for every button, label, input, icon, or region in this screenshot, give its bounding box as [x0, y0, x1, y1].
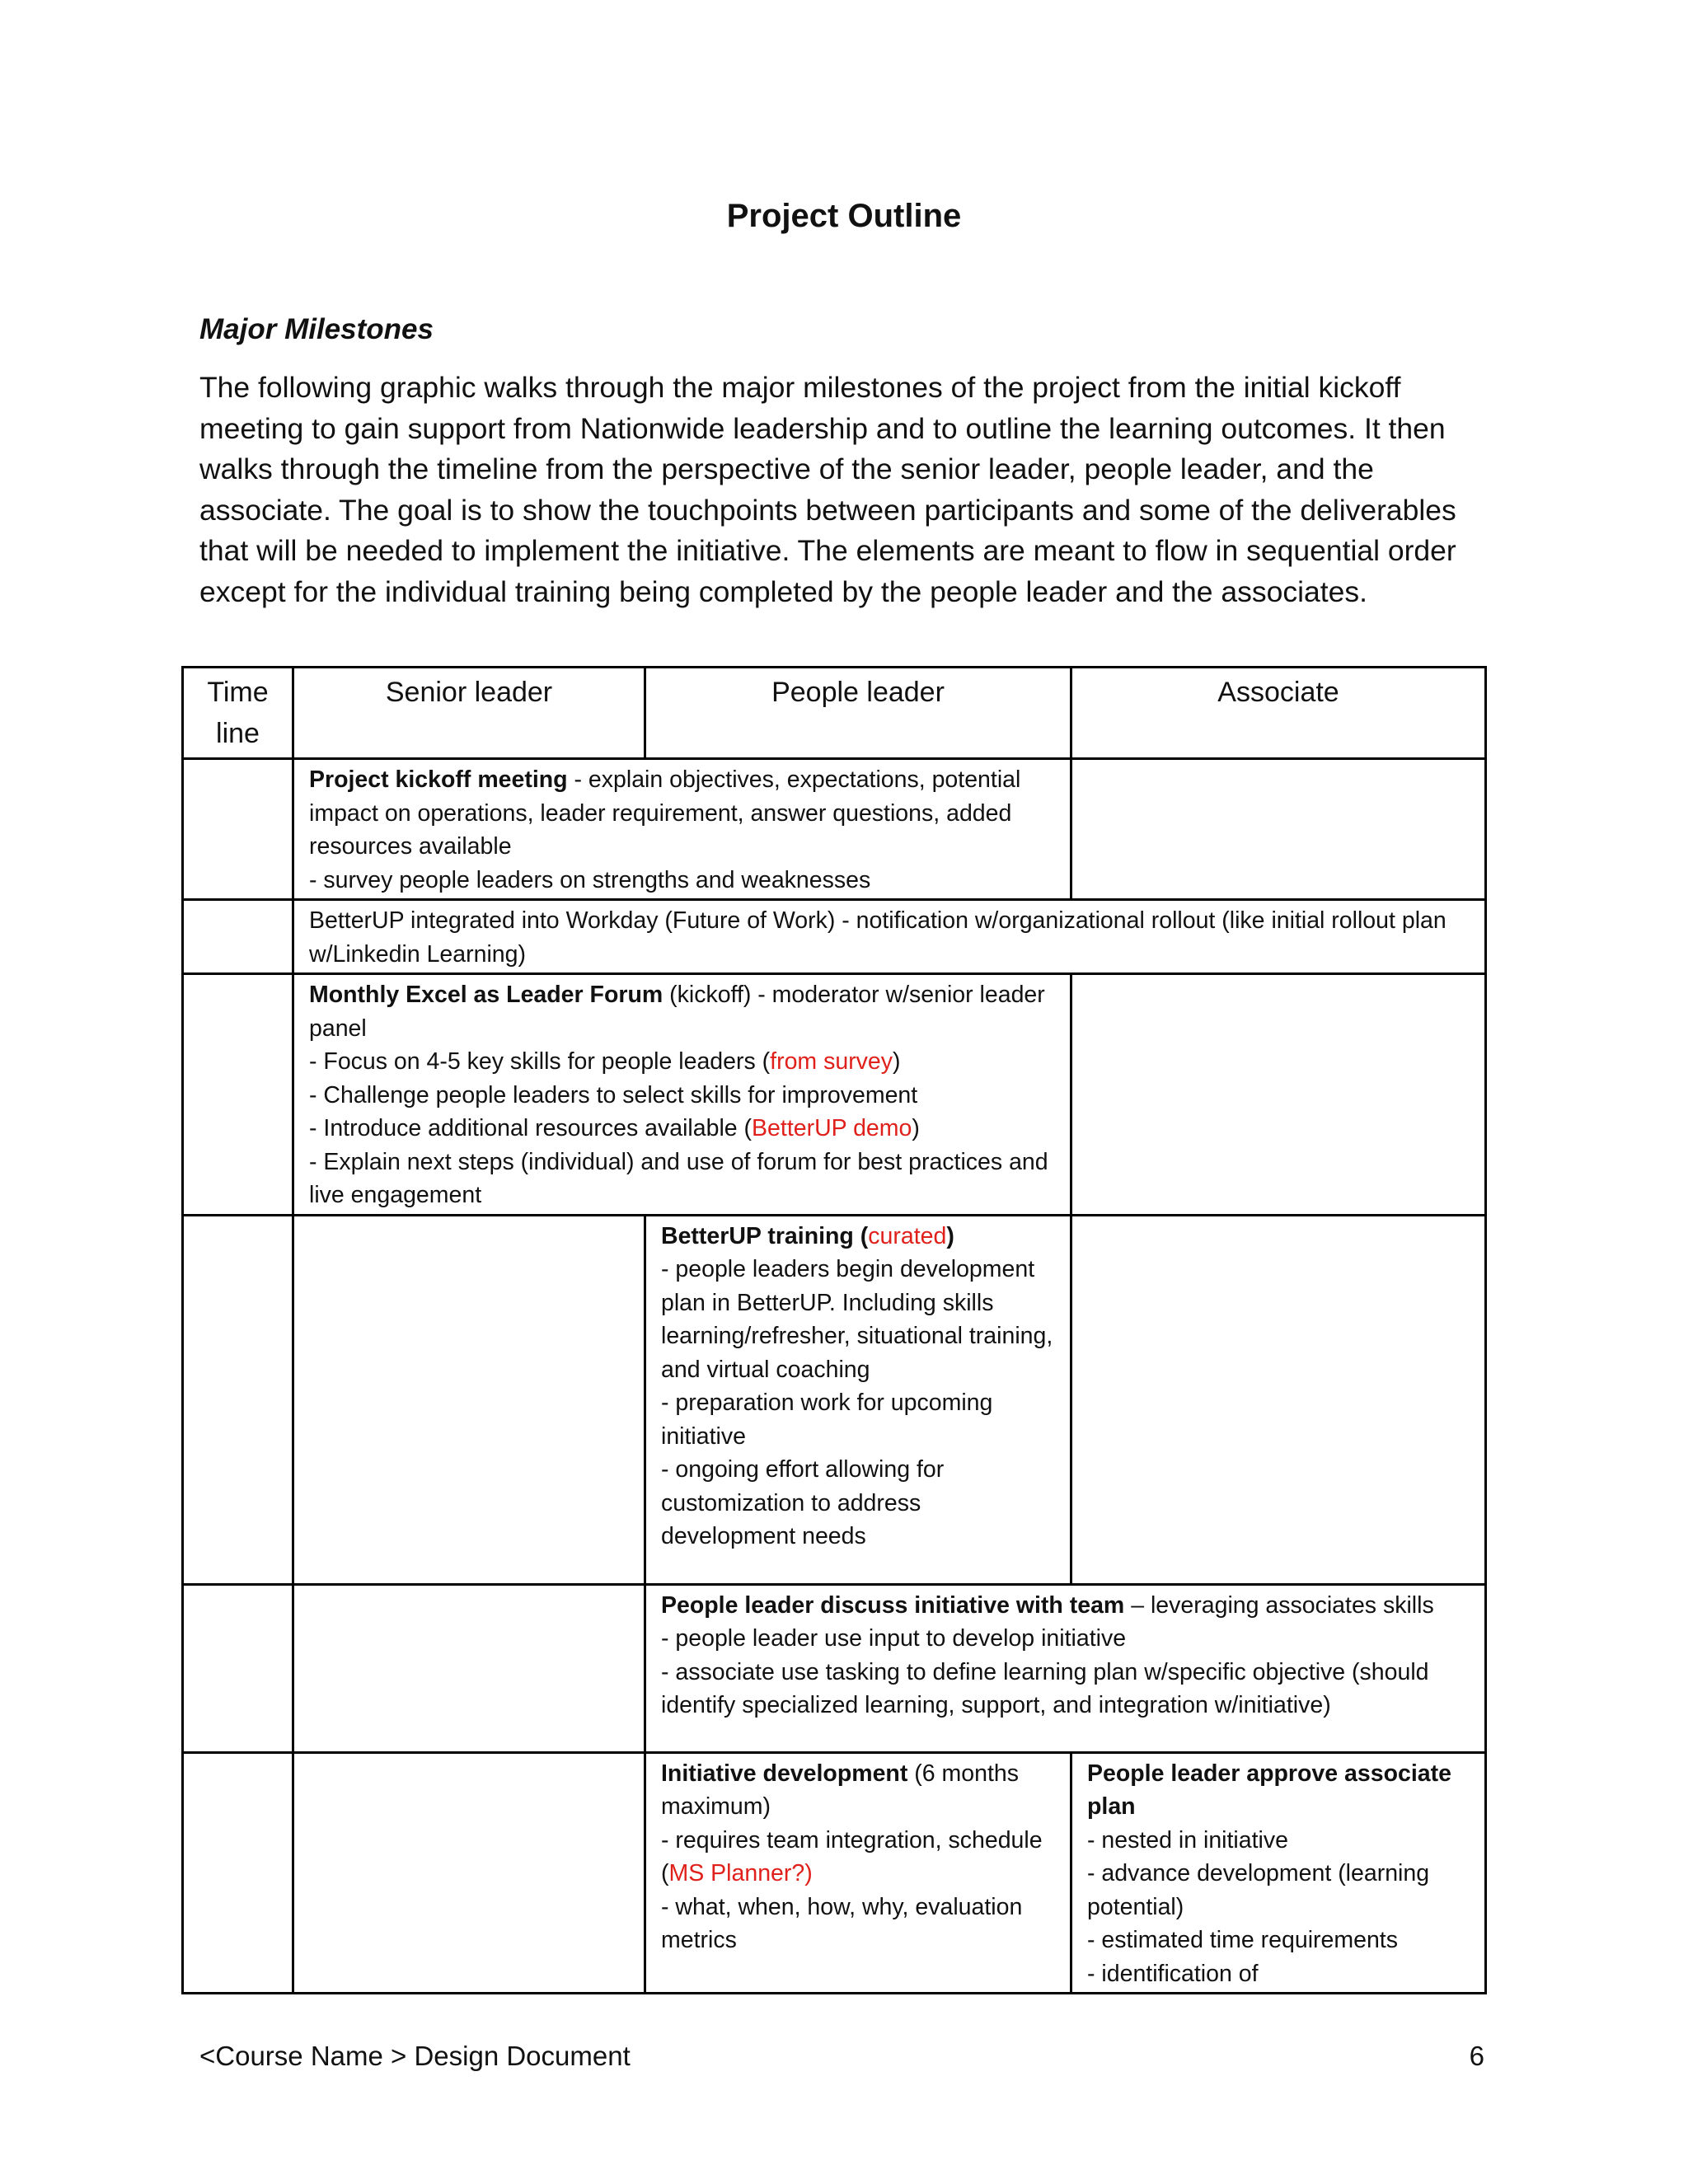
- senior-leader-cell: [293, 1215, 645, 1584]
- timeline-cell: [183, 900, 293, 974]
- approve-plan-title: People leader approve associate plan: [1087, 1760, 1451, 1820]
- team-discussion-title-suffix: – leveraging associates skills: [1124, 1591, 1434, 1619]
- section-heading: Major Milestones: [199, 313, 434, 345]
- training-item-ongoing: - ongoing effort allowing for customization to address development needs: [661, 1456, 945, 1549]
- forum-item-resources-close: ): [912, 1115, 920, 1141]
- betterup-training-close: ): [946, 1222, 954, 1249]
- team-discussion-title: People leader discuss initiative with team: [661, 1591, 1125, 1619]
- training-item-preparation: - preparation work for upcoming initiative: [661, 1390, 993, 1450]
- kickoff-meeting-text: - explain objectives, expectations, potential impact on operations, leader requirement, answer questions, added resources available: [309, 766, 1021, 860]
- footer-page-number: 6: [1469, 2041, 1484, 2071]
- forum-item-focus-highlight: from survey: [770, 1048, 893, 1075]
- footer-document-name: <Course Name > Design Document: [199, 2041, 631, 2071]
- forum-item-challenge: - Challenge people leaders to select skills for improvement: [309, 1081, 918, 1108]
- approve-item-nested: - nested in initiative: [1087, 1826, 1288, 1854]
- table-row: [183, 1752, 1486, 1994]
- timeline-cell: [183, 1215, 293, 1584]
- betterup-workday-cell: BetterUP integrated into Workday (Future of Work) - notification w/organizational rollout (like initial rollout plan w/Linkedin Learning): [293, 900, 1486, 974]
- page-title: Project Outline: [726, 198, 962, 234]
- header-people-leader: People leader: [645, 668, 1071, 759]
- associate-cell: [1071, 1215, 1486, 1584]
- initiative-item-metrics: - what, when, how, why, evaluation metrics: [661, 1893, 1023, 1953]
- timeline-cell: [183, 974, 293, 1216]
- forum-item-resources: [309, 1112, 1062, 1146]
- timeline-cell: [183, 1752, 293, 1994]
- forum-item-focus: [309, 1045, 1062, 1079]
- kickoff-meeting-cell: [293, 759, 1071, 900]
- header-associate: Associate: [1071, 668, 1486, 759]
- initiative-item-integration-text: - requires team integration, schedule (: [661, 1826, 1043, 1886]
- betterup-training-cell: [645, 1215, 1071, 1584]
- leader-forum-cell: [293, 974, 1071, 1216]
- table-row: [183, 900, 1486, 974]
- team-discussion-cell: [645, 1584, 1486, 1752]
- timeline-cell: [183, 1584, 293, 1752]
- initiative-development-title: Initiative development: [661, 1760, 908, 1787]
- betterup-training-title: BetterUP training (: [661, 1222, 869, 1249]
- kickoff-meeting-title: Project kickoff meeting: [309, 766, 568, 793]
- leader-forum-title-suffix: (kickoff) - moderator w/senior leader panel: [309, 982, 1045, 1042]
- discussion-item-tasking: - associate use tasking to define learning plan w/specific objective (should identify specialized learning, support, and integration w/initiative): [661, 1658, 1429, 1718]
- forum-item-focus-close: ): [893, 1048, 901, 1075]
- approve-item-identification: - identification of: [1087, 1960, 1259, 1987]
- approve-item-advance: - advance development (learning potential): [1087, 1860, 1430, 1920]
- initiative-item-integration: [661, 1824, 1062, 1891]
- approve-item-time: - estimated time requirements: [1087, 1927, 1398, 1953]
- table-header-row: [183, 668, 1486, 759]
- leader-forum-title: Monthly Excel as Leader Forum: [309, 982, 663, 1008]
- timeline-cell: [183, 759, 293, 900]
- training-item-plan: - people leaders begin development plan in BetterUP. Including skills learning/refresher, situational training, and virtual coaching: [661, 1256, 1053, 1383]
- table-row: [183, 759, 1486, 900]
- senior-leader-cell: [293, 1584, 645, 1752]
- initiative-development-title-suffix: (6 months maximum): [661, 1760, 1019, 1820]
- associate-cell: [1071, 759, 1486, 900]
- initiative-development-cell: [645, 1752, 1071, 1994]
- forum-item-focus-text: - Focus on 4-5 key skills for people leaders (: [309, 1048, 771, 1075]
- approve-plan-cell: [1071, 1752, 1486, 1994]
- table-row: [183, 1584, 1486, 1752]
- forum-item-resources-text: - Introduce additional resources available (: [309, 1115, 753, 1141]
- intro-paragraph: The following graphic walks through the major milestones of the project from the initial kickoff meeting to gain support from Nationwide leadership and to outline the learning outcomes. It then walks through the timeline from the perspective of the senior leader, people leader, and the associate. The goal is to show the touchpoints between participants and some of the deliverables that will be needed to implement the initiative. The elements are meant to flow in sequential order except for the individual training being completed by the people leader and the associates.: [199, 371, 1456, 608]
- header-senior-leader: Senior leader: [293, 668, 645, 759]
- table-row: [183, 974, 1486, 1216]
- forum-item-next-steps: - Explain next steps (individual) and use of forum for best practices and live engagement: [309, 1148, 1048, 1208]
- betterup-training-highlight: curated: [868, 1222, 947, 1249]
- senior-leader-cell: [293, 1752, 645, 1994]
- kickoff-survey-line: - survey people leaders on strengths and weaknesses: [309, 866, 871, 893]
- header-timeline: Time line: [183, 668, 293, 759]
- forum-item-resources-highlight: BetterUP demo: [752, 1115, 912, 1141]
- associate-cell: [1071, 974, 1486, 1216]
- milestones-table: [181, 666, 1487, 1994]
- table-row: [183, 1215, 1486, 1584]
- initiative-item-integration-highlight: MS Planner?): [668, 1860, 813, 1886]
- discussion-item-input: - people leader use input to develop initiative: [661, 1625, 1127, 1652]
